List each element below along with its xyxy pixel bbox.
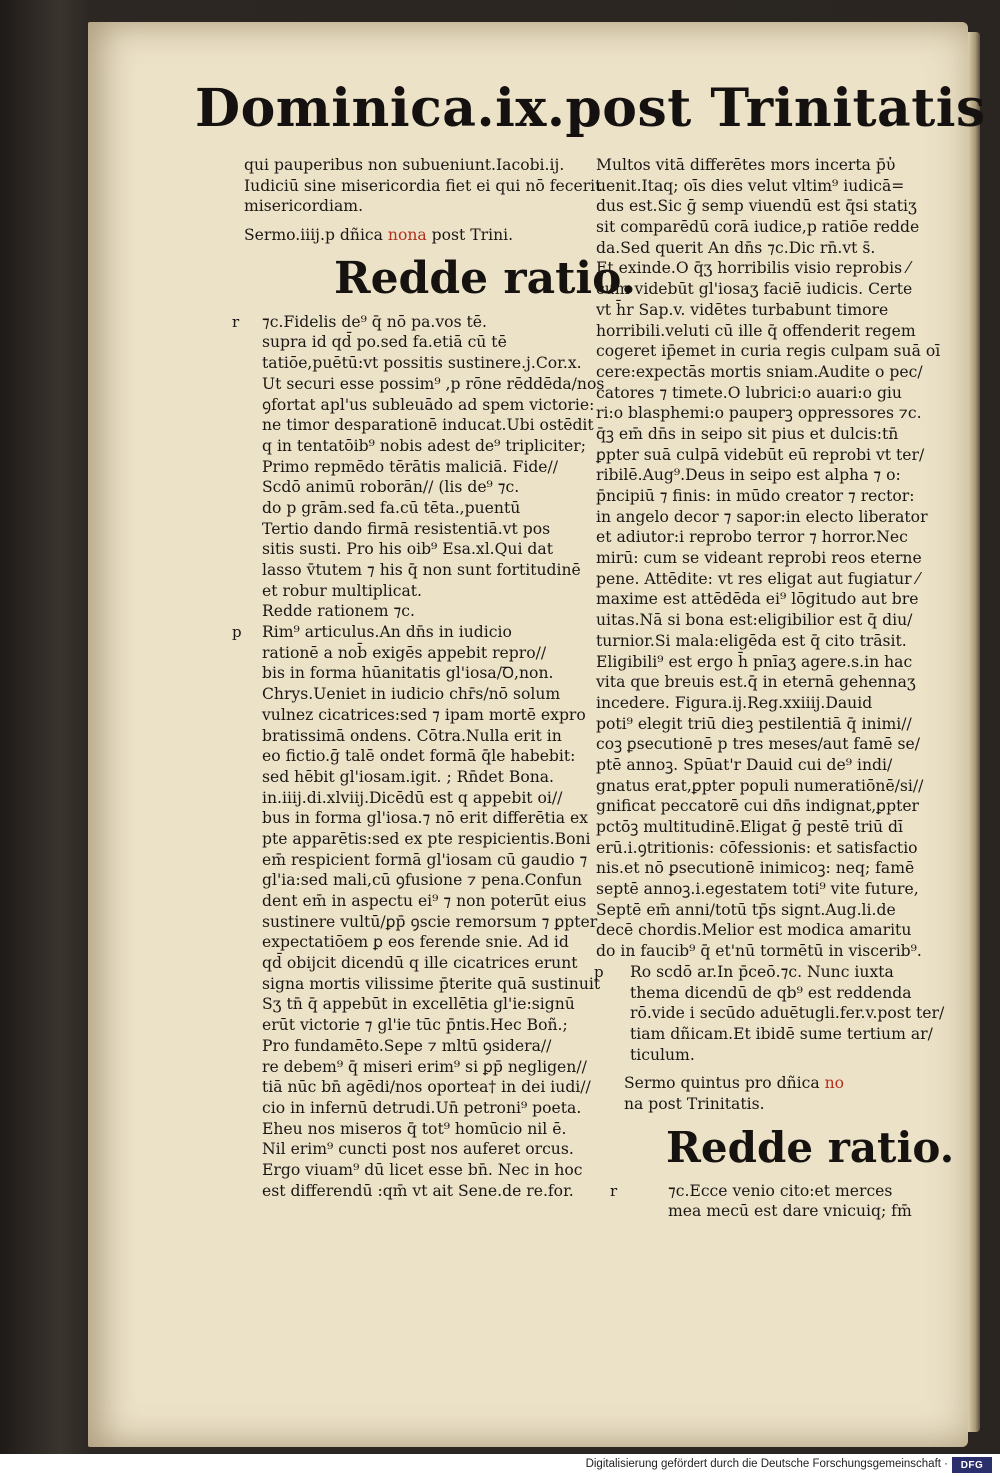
text-line: sed hēbit gl'iosam.igit. ; Rn̄det Bona. [262,767,555,786]
text-line: bus in forma gl'iosa.⁊ nō erit differētia ex [262,809,588,828]
sermo-text-end: na post Trinitatis. [624,1094,765,1113]
text-line: tiam dñicam.Et ibidē sume tertium ar/ [630,1024,933,1043]
text-line: re debem⁹ q̄ miseri erim⁹ si ꝑp̄ negligen// [262,1057,587,1076]
text-line: q in tentatōib⁹ nobis adest de⁹ tripliciter; [262,436,586,455]
text-line: Redde rationem ⁊c. [262,602,415,621]
text-line: thema dicendū de qb⁹ est reddenda [630,983,912,1002]
right-lines-top [596,155,941,962]
sermo-text-end: post Trini. [426,226,514,245]
right-mid-block [594,962,945,1065]
text-line: Et exinde.O q̄ʒ horribilis visio reprobis ⁄ [596,259,910,278]
text-line: Eheu nos miseros q̄ tot⁹ homūcio nil ē. [262,1119,567,1138]
text-line: ⁊c.Fidelis de⁹ q̄ nō pa.vos tē. [262,312,487,331]
initial-letter-p: p [232,623,242,642]
text-line: rationē a nob̄ exigēs appebit repro// [262,643,547,662]
section-caption-right: Redde ratio. [666,1122,955,1172]
text-line: tiā nūc bn̄ agēdi/nos oportea† in dei iudi// [262,1078,591,1097]
text-line: erū.i.ꝯtritionis: cōfessionis: et satisfactio [596,838,918,857]
left-lines-main-2 [244,622,601,1201]
text-line: signa mortis vilissime p̄terite quā sustinuit [262,974,601,993]
text-line: et adiutor:i reprobo terror ⁊ horror.Nec [596,528,908,547]
text-line: horribili.veluti cū ille q̄ offenderit regem [596,321,916,340]
text-line: est differendū :qm̄ vt ait Sene.de re.for. [262,1181,574,1200]
rubric-word: no [824,1074,845,1093]
page-edge [968,32,980,1432]
text-line: maxime est attēdēda ei⁹ lōgitudo aut bre [596,590,919,609]
text-line: Scdō animū roborān// (lis de⁹ ⁊c. [262,478,520,497]
text-line: nis.et nō ꝑsecutionē inimicoꝫ: neq; famē [596,859,915,878]
text-line: lasso v̄tutem ⁊ his q̄ non sunt fortitudinē [262,561,581,579]
sermo-heading-right [596,1073,934,1094]
text-line: mirū: cum se videant reprobi reos eterne [596,549,922,568]
text-line: Septē em̄ anni/totū tp̄s signt.Aug.li.de [596,900,896,919]
text-line: uitas.Nā si bona est:eligibilior est q̄ diu/ [596,611,913,630]
text-line: erūt victorie ⁊ gl'ie tūc p̄ntis.Hec Boñ.; [262,1016,568,1035]
text-line: bratissimā ondens. Cōtra.Nulla erit in [262,726,562,745]
text-line: cum videbūt gl'iosaʒ faciē iudicis. Certe [596,280,913,299]
text-line: Pro fundamēto.Sepe ⁊ mltū ꝯsidera// [262,1036,552,1055]
text-line: gnatus erat,ꝑpter populi numeratiōnē/si// [596,776,924,795]
text-line: septē annoꝫ.i.egestatem toti⁹ vite future, [596,880,919,899]
text-line: sit comparēdū corā iudice,p ratiōe redde [596,218,920,237]
text-line: Chrys.Ueniet in iudicio chr̄s/nō solum [262,685,561,704]
text-line: et robur multiplicat. [262,581,423,600]
right-column [594,155,955,1222]
text-line: cio in infernū detrudi.Un̄ petroni⁹ poeta. [262,1098,582,1117]
text-line: vulnez cicatrices:sed ⁊ ipam mortē expro [262,705,586,724]
text-line: ri:o blasphemi:o pauperꝫ oppressores ⁊c. [596,404,922,423]
text-line: Ro scdō ar.In p̄ceō.⁊c. Nunc iuxta [630,962,894,981]
text-line: do in faucib⁹ q̄ et'nū tormētū in viscerib⁹. [596,942,922,961]
text-line: p̄ncipiū ⁊ finis: in mūdo creator ⁊ rector: [596,487,915,505]
text-line: do p grām.sed fa.cū tēta.,puentū [262,498,521,517]
text-line: ꝯfortat apl'us subleuādo ad spem victorie: [262,395,595,414]
text-line: cogeret ip̄emet in curia regis culpam suā oī [596,342,941,361]
section-caption: Redde ratio. [334,252,637,304]
text-line: tatiōe,puētū:vt possitis sustinere.j.Cor.x. [262,354,582,373]
right-lines-mid [596,962,945,1065]
text-line: misericordiam. [244,197,364,216]
dfg-logo: DFG [952,1457,992,1473]
text-line: in.iiij.di.xlviij.Dicēdū est q appebit oi// [262,788,563,807]
text-line: expectatiōem ꝑ eos ferende snie. Ad id [262,933,569,952]
text-line: dent em̄ in aspectu ei⁹ ⁊ non poterūt eius [262,892,587,910]
text-line: catores ⁊ timete.O lubrici:o auari:o giu [596,383,902,402]
text-line: decē chordis.Melior est modica amaritu [596,921,912,940]
right-lines-bottom [596,1181,934,1222]
text-line: pte apparētis:sed ex pte respicientis.Boni [262,829,591,848]
text-line: pctōꝫ multitudinē.Eligat ḡ pestē triū dī [596,818,904,836]
text-line: ne timor desparationē inducat.Ubi ostēdit [262,416,594,435]
text-line: Iudiciū sine misericordia fiet ei qui nō fecerit [244,176,602,195]
sermo-heading-left [244,225,579,246]
rubric-word: nona [387,226,427,245]
footer-bar [0,1454,1000,1477]
text-line: Multos vitā differētes mors incerta p̄ὑ [596,156,896,174]
text-line: gl'ia:sed mali,cū ꝯfusione ⁊ pena.Confun [262,871,582,890]
text-line: rō.vide i secūdo aduētugli.fer.v.post ter/ [630,1004,945,1023]
text-line: Ergo viuam⁹ dū licet esse bn̄. Nec in hoc [262,1160,583,1179]
initial-letter-p-right: p [594,962,604,981]
initial-letter: r [232,312,240,331]
text-line: incedere. Figura.ij.Reg.xxiiij.Dauid [596,693,873,712]
text-line: gnificat peccatorē cui dn̄s indignat,ꝑpter [596,797,920,816]
sermo-text: Sermo quintus pro dñica [624,1074,825,1093]
text-line: Rim⁹ articulus.An dn̄s in iudicio [262,623,512,642]
text-line: Sʒ tn̄ q̄ appebūt in excellētia gl'ie:signū [262,995,575,1014]
text-line: dus est.Sic ḡ semp viuendū est q̄si statiʒ [596,197,917,216]
text-line: ptē annoꝫ. Spūat'r Dauid cui de⁹ indi/ [596,755,893,774]
left-main-block-2 [232,622,601,1201]
text-line: ticulum. [630,1045,695,1064]
text-line: qd̄ obijcit dicendū q ille cicatrices erunt [262,954,578,973]
text-line: coꝫ ꝑsecutionē p tres meses/aut famē se/ [596,735,920,754]
footer-credit: Digitalisierung gefördert durch die Deutsche Forschungsgemeinschaft · [585,1458,948,1470]
text-line: supra id qd̄ po.sed fa.etiā cū tē [262,333,507,352]
text-line: Nil erim⁹ cuncti post nos auferet orcus. [262,1140,574,1159]
text-line: ribilē.Aug⁹.Deus in seipo est alpha ⁊ o: [596,466,901,485]
text-line: ⁊c.Ecce venio cito:et merces [668,1181,893,1200]
text-line: turnior.Si mala:eligēda est q̄ cito trāsit. [596,631,907,650]
text-line: q̄ꝫ em̄ dn̄s in seipo sit pius et dulcis:tn̄ [596,424,899,443]
text-line: vita que breuis est.q̄ in eternā gehennaʒ [596,673,916,692]
text-line: in angelo decor ⁊ sapor:in electo liberator [596,507,928,526]
text-line: da.Sed querit An dn̄s ⁊c.Dic rn̄.vt s̄. [596,238,876,257]
text-line: poti⁹ elegit triū dieꝫ pestilentiā q̄ inimi// [596,714,912,733]
text-line: Ut securi esse possim⁹ ,p rōne rēddēda/nos [262,374,605,393]
text-line: uenit.Itaq; oīs dies velut vltim⁹ iudicā= [596,176,905,195]
sermo-heading-right-2 [596,1094,934,1115]
right-bottom-block [596,1181,934,1222]
left-column [232,155,637,1201]
text-line: ꝑpter suā culpā videbūt eū reprobi vt ter/ [596,445,925,464]
text-line: sitis susti. Pro his oib⁹ Esa.xl.Qui dat [262,540,553,559]
sermo-text: Sermo.iiij.p dñica [244,226,388,245]
text-line: eo fictio.ḡ talē ondet formā q̄le habebit: [262,747,576,766]
text-line: vt h̄r Sap.v. vidētes turbabunt timore [596,300,889,319]
text-line: em̄ respicient formā gl'iosam cū gaudio ⁊ [262,850,588,869]
text-line: sustinere vultū/ꝑp̄ ꝯscie remorsum ⁊ ꝑpter [262,912,598,931]
text-line: qui pauperibus non subueniunt.Iacobi.ij. [244,156,565,174]
text-line: Tertio dando firmā resistentiā.vt pos [262,519,551,538]
text-line: bis in forma hūanitatis gl'iosa/Ꝺ,non. [262,664,554,683]
initial-letter-right: r [610,1181,618,1200]
text-line: Eligibili⁹ est ergo h̄ pnīaʒ agere.s.in hac [596,652,913,671]
left-lines-top [244,155,602,217]
running-head: Dominica.ix.post Trinitatis [195,78,986,139]
left-lines-main [244,312,605,622]
text-line: mea mecū est dare vnicuiq; fm̄ [668,1202,912,1221]
text-line: cere:expectās mortis sniam.Audite o pec/ [596,362,923,381]
left-main-block [232,312,605,622]
text-line: Primo repmēdo tērātis maliciā. Fide// [262,457,559,476]
text-line: pene. Attēdite: vt res eligat aut fugiatur ⁄ [596,569,920,588]
